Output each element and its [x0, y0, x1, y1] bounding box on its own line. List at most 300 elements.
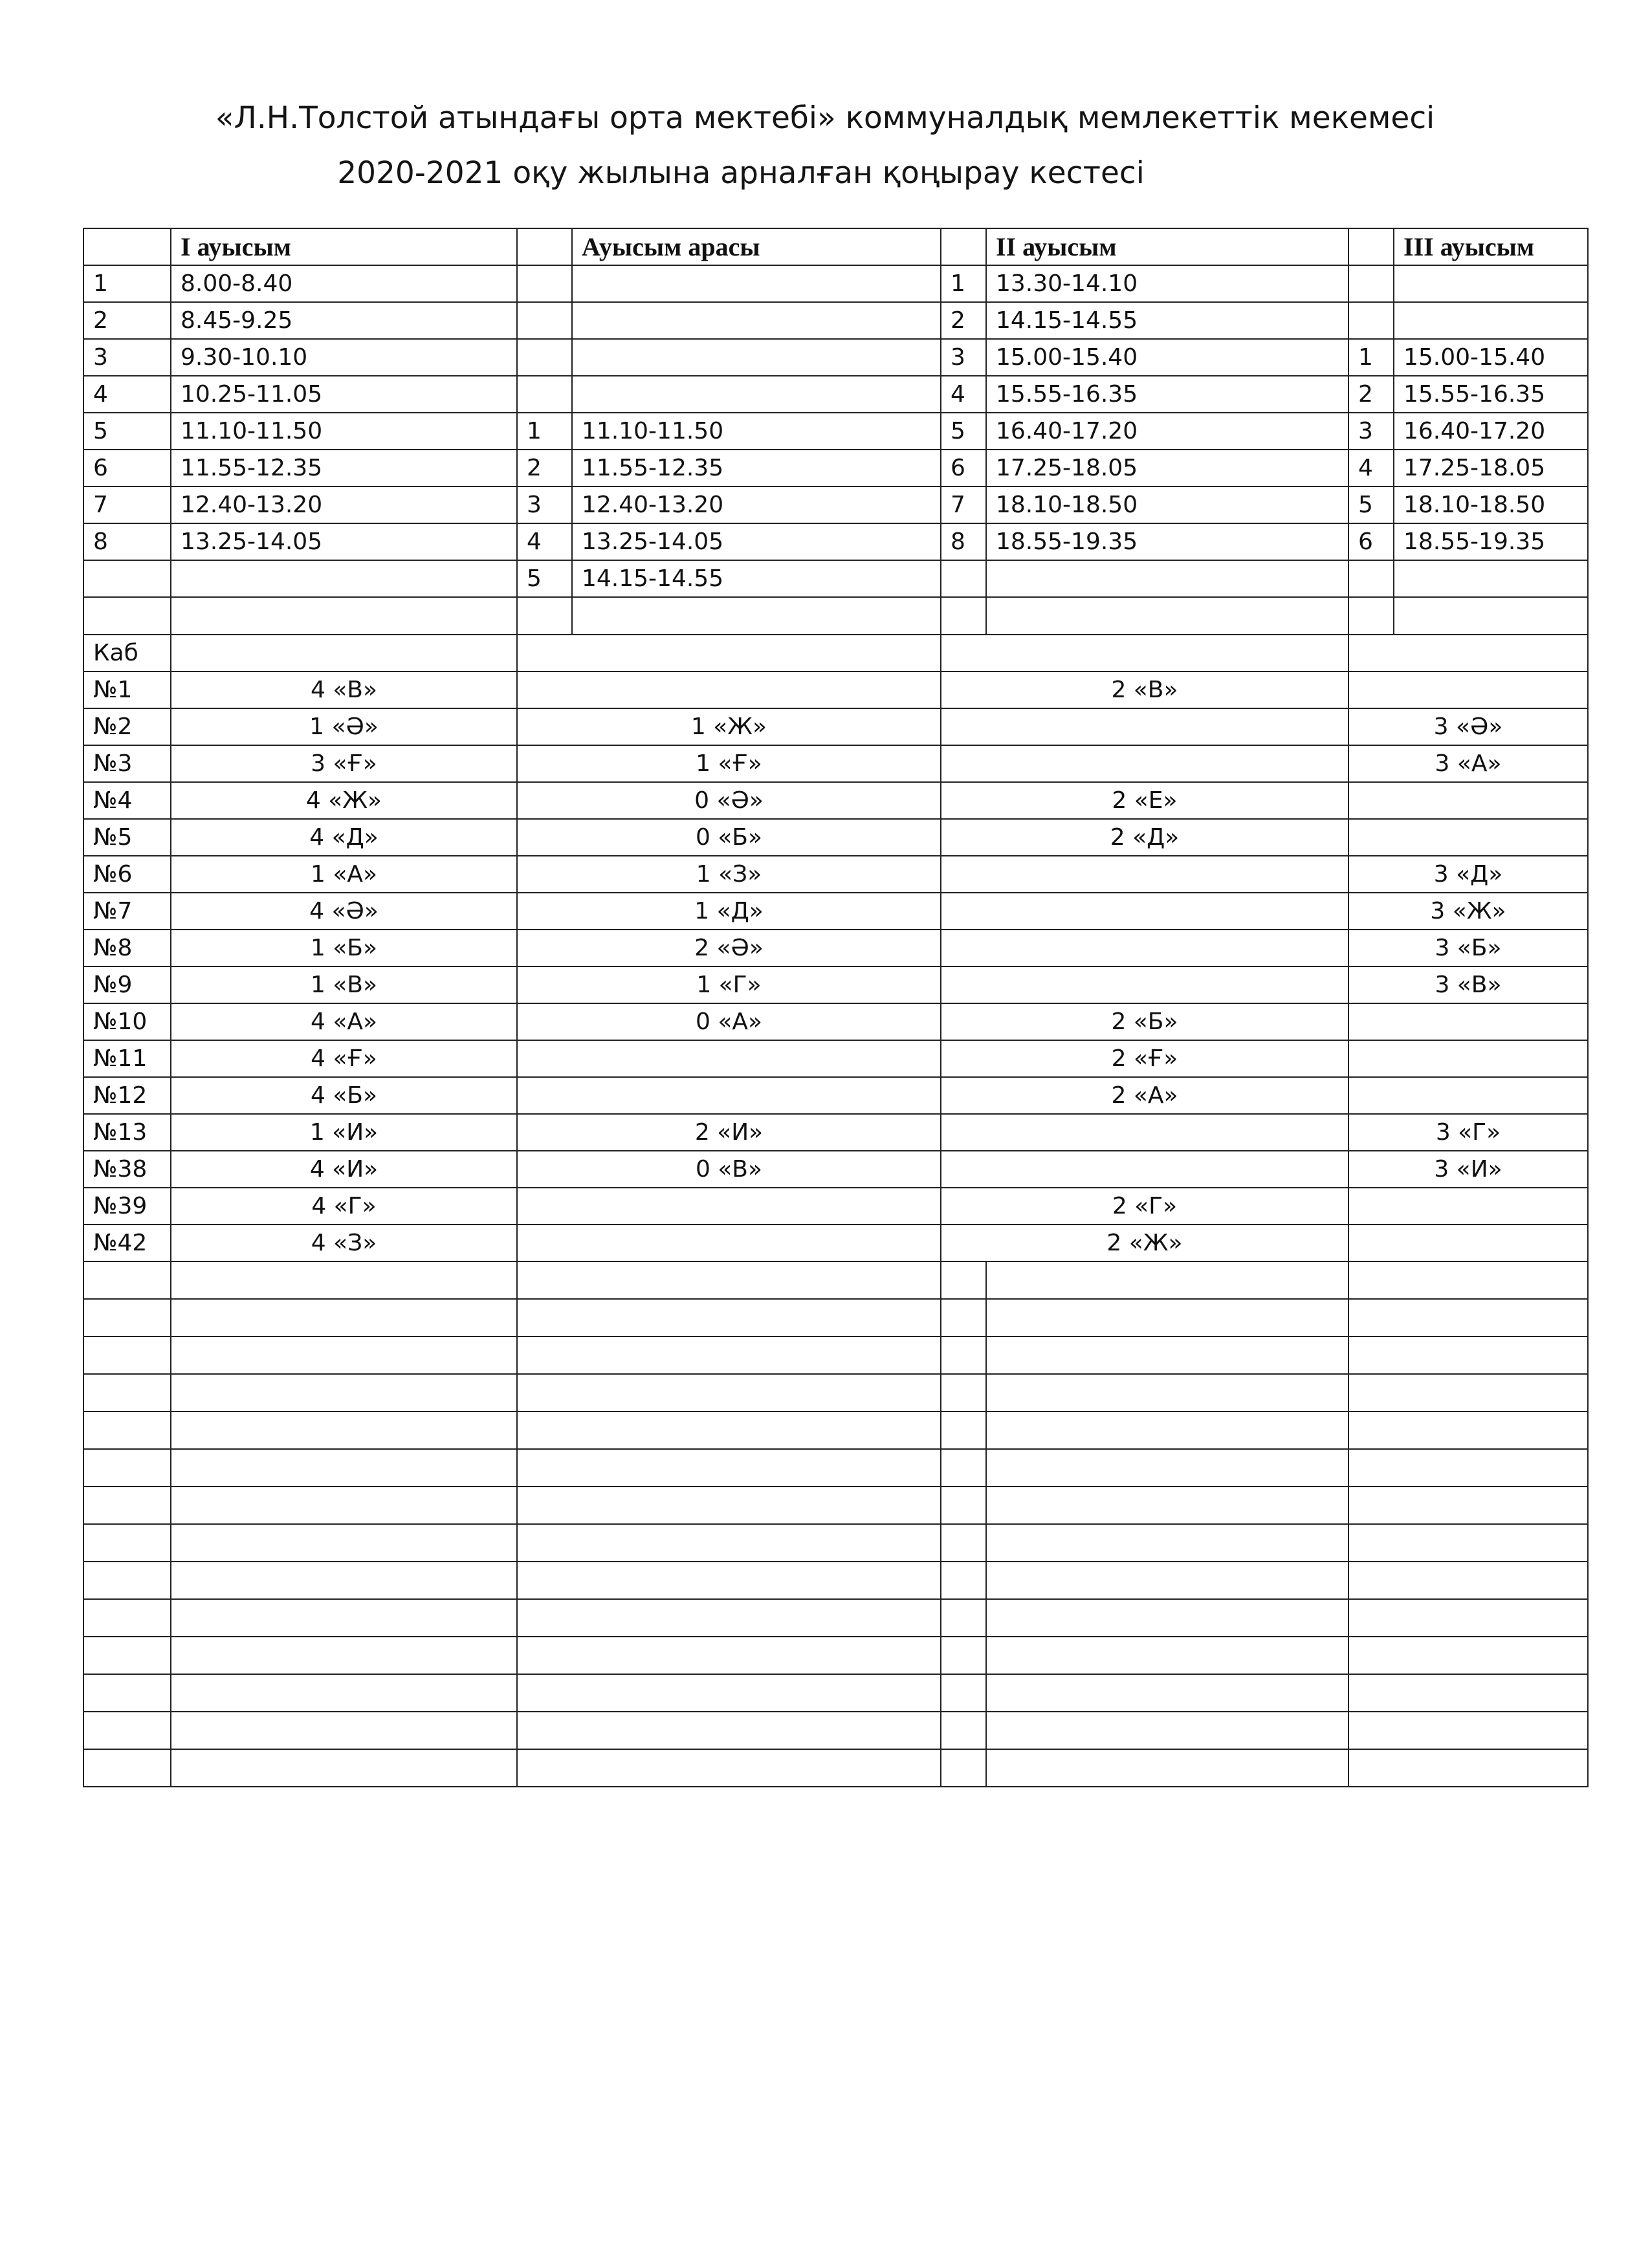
lesson-time-shift-3: 15.00-15.40 — [1394, 339, 1588, 376]
lesson-time-shift-3: 16.40-17.20 — [1394, 413, 1588, 450]
lesson-time-shift-1: 9.30-10.10 — [171, 339, 517, 376]
lesson-number-shift-3: 2 — [1348, 376, 1394, 413]
document-title: «Л.Н.Толстой атындағы орта мектебі» коммуналдық мемлекеттік мекемесі — [215, 100, 1435, 136]
empty-cell — [83, 1374, 171, 1412]
empty-cell — [171, 597, 517, 635]
empty-cell — [83, 1487, 171, 1524]
lesson-time-between: 14.15-14.55 — [572, 560, 941, 597]
lesson-number-between — [517, 265, 572, 302]
lesson-time-between: 11.55-12.35 — [572, 450, 941, 486]
room-class-between: 0 «Ә» — [517, 782, 941, 819]
room-class-shift-3 — [1348, 1188, 1588, 1225]
rooms-header: Каб — [83, 635, 171, 671]
empty-row — [83, 1749, 1588, 1787]
room-class-shift-1: 4 «Ж» — [171, 782, 517, 819]
empty-cell — [517, 1674, 941, 1712]
room-class-between — [517, 1040, 941, 1077]
lesson-time-shift-2: 17.25-18.05 — [986, 450, 1348, 486]
header-shift-1: I ауысым — [171, 228, 517, 265]
room-number: №5 — [83, 819, 171, 856]
empty-cell — [83, 1336, 171, 1374]
schedule-row — [83, 450, 1588, 486]
empty-cell — [941, 1299, 986, 1336]
empty-cell — [1348, 1261, 1588, 1299]
lesson-number-shift-2: 8 — [941, 523, 986, 560]
room-class-shift-3: 3 «И» — [1348, 1151, 1588, 1188]
lesson-number-shift-2: 4 — [941, 376, 986, 413]
empty-cell — [171, 1412, 517, 1449]
header-spacer — [941, 228, 986, 265]
schedule-row — [83, 523, 1588, 560]
room-class-shift-1: 4 «Д» — [171, 819, 517, 856]
room-class-shift-3 — [1348, 782, 1588, 819]
lesson-number-shift-1: 2 — [83, 302, 171, 339]
empty-cell — [171, 1336, 517, 1374]
room-class-shift-1: 4 «Ғ» — [171, 1040, 517, 1077]
room-class-shift-2: 2 «Е» — [941, 782, 1348, 819]
lesson-number-shift-2 — [941, 560, 986, 597]
lesson-time-shift-2: 18.55-19.35 — [986, 523, 1348, 560]
room-row — [83, 893, 1588, 930]
empty-row — [83, 1712, 1588, 1749]
empty-cell — [517, 1637, 941, 1674]
empty-cell — [1348, 1449, 1588, 1487]
empty-row — [83, 1637, 1588, 1674]
room-class-between: 2 «И» — [517, 1114, 941, 1151]
empty-cell — [171, 1712, 517, 1749]
header-shift-2: II ауысым — [986, 228, 1348, 265]
lesson-time-shift-2: 13.30-14.10 — [986, 265, 1348, 302]
rooms-header-row — [83, 635, 1588, 671]
schedule-row — [83, 302, 1588, 339]
lesson-number-between: 4 — [517, 523, 572, 560]
lesson-number-between — [517, 339, 572, 376]
document-subtitle: 2020-2021 оқу жылына арналған қоңырау кестесі — [337, 155, 1145, 191]
empty-cell — [941, 1562, 986, 1599]
lesson-time-shift-2: 15.55-16.35 — [986, 376, 1348, 413]
room-number: №12 — [83, 1077, 171, 1114]
empty-cell — [517, 1524, 941, 1562]
room-class-shift-2 — [941, 1114, 1348, 1151]
empty-cell — [171, 1749, 517, 1787]
lesson-number-shift-3 — [1348, 560, 1394, 597]
room-row — [83, 1003, 1588, 1040]
empty-cell — [171, 1674, 517, 1712]
room-class-shift-2 — [941, 745, 1348, 782]
empty-cell — [83, 1449, 171, 1487]
empty-cell — [83, 1412, 171, 1449]
empty-cell — [986, 1412, 1348, 1449]
empty-cell — [986, 1712, 1348, 1749]
empty-cell — [1394, 597, 1588, 635]
room-row — [83, 819, 1588, 856]
room-number: №10 — [83, 1003, 171, 1040]
empty-cell — [941, 1336, 986, 1374]
lesson-number-shift-2: 2 — [941, 302, 986, 339]
empty-cell — [986, 1524, 1348, 1562]
room-number: №1 — [83, 671, 171, 708]
empty-row — [83, 1336, 1588, 1374]
empty-cell — [986, 1336, 1348, 1374]
lesson-time-shift-2: 14.15-14.55 — [986, 302, 1348, 339]
empty-row — [83, 1487, 1588, 1524]
empty-cell — [986, 597, 1348, 635]
empty-cell — [171, 1637, 517, 1674]
room-class-shift-2: 2 «В» — [941, 671, 1348, 708]
lesson-number-shift-2: 3 — [941, 339, 986, 376]
lesson-number-shift-1: 7 — [83, 486, 171, 523]
room-class-shift-3: 3 «В» — [1348, 966, 1588, 1003]
empty-row — [83, 597, 1588, 635]
lesson-number-shift-3: 4 — [1348, 450, 1394, 486]
empty-cell — [986, 1374, 1348, 1412]
lesson-time-shift-1: 8.00-8.40 — [171, 265, 517, 302]
room-class-shift-3: 3 «Ә» — [1348, 708, 1588, 745]
room-class-shift-1: 1 «В» — [171, 966, 517, 1003]
empty-cell — [1348, 1599, 1588, 1637]
room-class-shift-2: 2 «Ғ» — [941, 1040, 1348, 1077]
room-row — [83, 1114, 1588, 1151]
empty-cell — [941, 1599, 986, 1637]
room-class-shift-1: 1 «Б» — [171, 930, 517, 966]
empty-cell — [83, 1261, 171, 1299]
empty-cell — [83, 1637, 171, 1674]
lesson-time-between: 11.10-11.50 — [572, 413, 941, 450]
lesson-number-shift-2: 7 — [941, 486, 986, 523]
room-row — [83, 708, 1588, 745]
header-between-shifts: Ауысым арасы — [572, 228, 941, 265]
room-class-between: 0 «В» — [517, 1151, 941, 1188]
lesson-time-between — [572, 265, 941, 302]
lesson-time-shift-3: 17.25-18.05 — [1394, 450, 1588, 486]
lesson-number-shift-1: 6 — [83, 450, 171, 486]
room-class-shift-3: 3 «Г» — [1348, 1114, 1588, 1151]
room-class-shift-3 — [1348, 819, 1588, 856]
empty-cell — [1348, 1712, 1588, 1749]
lesson-time-shift-1 — [171, 560, 517, 597]
empty-cell — [941, 1374, 986, 1412]
lesson-number-between: 2 — [517, 450, 572, 486]
empty-cell — [83, 1524, 171, 1562]
lesson-number-shift-1: 3 — [83, 339, 171, 376]
empty-row — [83, 1374, 1588, 1412]
room-class-shift-2: 2 «Б» — [941, 1003, 1348, 1040]
room-class-between: 1 «Г» — [517, 966, 941, 1003]
empty-cell — [941, 1449, 986, 1487]
empty-cell — [83, 1749, 171, 1787]
empty-row — [83, 1562, 1588, 1599]
room-number: №4 — [83, 782, 171, 819]
room-class-shift-1: 4 «И» — [171, 1151, 517, 1188]
empty-cell — [1348, 1674, 1588, 1712]
empty-cell — [517, 1336, 941, 1374]
lesson-number-shift-1 — [83, 560, 171, 597]
room-class-between: 1 «Ж» — [517, 708, 941, 745]
empty-cell — [171, 1374, 517, 1412]
empty-cell — [1348, 1487, 1588, 1524]
lesson-number-shift-2: 1 — [941, 265, 986, 302]
lesson-time-shift-3 — [1394, 560, 1588, 597]
room-class-shift-3: 3 «Ж» — [1348, 893, 1588, 930]
room-number: №38 — [83, 1151, 171, 1188]
empty-cell — [986, 1749, 1348, 1787]
empty-cell — [986, 1261, 1348, 1299]
empty-cell — [1348, 1562, 1588, 1599]
empty-cell — [517, 1412, 941, 1449]
empty-cell — [83, 1674, 171, 1712]
empty-cell — [517, 1599, 941, 1637]
lesson-time-between: 12.40-13.20 — [572, 486, 941, 523]
lesson-number-between: 3 — [517, 486, 572, 523]
room-row — [83, 1151, 1588, 1188]
room-class-shift-2: 2 «Д» — [941, 819, 1348, 856]
empty-cell — [986, 1449, 1348, 1487]
room-class-shift-2 — [941, 856, 1348, 893]
empty-cell — [83, 1562, 171, 1599]
room-class-shift-3 — [1348, 1077, 1588, 1114]
schedule-row — [83, 486, 1588, 523]
room-class-shift-1: 4 «Г» — [171, 1188, 517, 1225]
lesson-time-shift-1: 13.25-14.05 — [171, 523, 517, 560]
empty-cell — [517, 597, 572, 635]
header-shift-3: III ауысым — [1394, 228, 1588, 265]
lesson-time-between — [572, 376, 941, 413]
empty-cell — [941, 1412, 986, 1449]
lesson-number-between: 5 — [517, 560, 572, 597]
room-number: №7 — [83, 893, 171, 930]
room-class-between: 2 «Ә» — [517, 930, 941, 966]
empty-cell — [1348, 1637, 1588, 1674]
empty-cell — [986, 1599, 1348, 1637]
lesson-time-shift-2: 15.00-15.40 — [986, 339, 1348, 376]
lesson-number-between — [517, 302, 572, 339]
room-class-between — [517, 1188, 941, 1225]
lesson-number-shift-1: 1 — [83, 265, 171, 302]
room-number: №42 — [83, 1225, 171, 1261]
empty-cell — [986, 1562, 1348, 1599]
empty-cell — [941, 1674, 986, 1712]
empty-cell — [171, 1524, 517, 1562]
header-spacer — [1348, 228, 1394, 265]
room-row — [83, 856, 1588, 893]
schedule-row — [83, 339, 1588, 376]
room-class-shift-2 — [941, 708, 1348, 745]
empty-cell — [83, 1599, 171, 1637]
empty-cell — [1348, 1299, 1588, 1336]
room-class-between: 1 «Ғ» — [517, 745, 941, 782]
room-class-shift-3 — [1348, 1003, 1588, 1040]
empty-cell — [83, 1712, 171, 1749]
lesson-time-between — [572, 302, 941, 339]
empty-row — [83, 1412, 1588, 1449]
empty-cell — [941, 1524, 986, 1562]
header-spacer — [517, 228, 572, 265]
lesson-number-shift-3: 3 — [1348, 413, 1394, 450]
empty-cell — [941, 1637, 986, 1674]
empty-cell — [83, 597, 171, 635]
header-spacer — [83, 228, 171, 265]
room-class-shift-1: 4 «З» — [171, 1225, 517, 1261]
empty-cell — [941, 597, 986, 635]
room-class-shift-3 — [1348, 1225, 1588, 1261]
empty-cell — [517, 1712, 941, 1749]
lesson-number-shift-3 — [1348, 265, 1394, 302]
lesson-time-shift-3 — [1394, 302, 1588, 339]
empty-cell — [986, 1299, 1348, 1336]
room-row — [83, 1188, 1588, 1225]
lesson-time-shift-1: 11.55-12.35 — [171, 450, 517, 486]
room-class-shift-1: 1 «И» — [171, 1114, 517, 1151]
room-class-shift-2 — [941, 930, 1348, 966]
empty-cell — [517, 1299, 941, 1336]
empty-cell — [941, 1261, 986, 1299]
room-row — [83, 966, 1588, 1003]
room-class-shift-1: 4 «А» — [171, 1003, 517, 1040]
schedule-row — [83, 376, 1588, 413]
empty-row — [83, 1261, 1588, 1299]
empty-cell — [986, 1674, 1348, 1712]
empty-cell — [171, 1449, 517, 1487]
empty-cell — [941, 1487, 986, 1524]
room-class-shift-2: 2 «Ж» — [941, 1225, 1348, 1261]
room-class-shift-1: 4 «Б» — [171, 1077, 517, 1114]
empty-row — [83, 1299, 1588, 1336]
lesson-number-shift-2: 5 — [941, 413, 986, 450]
room-row — [83, 1077, 1588, 1114]
empty-row — [83, 1449, 1588, 1487]
lesson-time-shift-1: 12.40-13.20 — [171, 486, 517, 523]
room-row — [83, 1225, 1588, 1261]
schedule-row — [83, 560, 1588, 597]
empty-cell — [171, 1299, 517, 1336]
empty-cell — [941, 1749, 986, 1787]
room-row — [83, 782, 1588, 819]
room-number: №39 — [83, 1188, 171, 1225]
lesson-number-shift-3: 1 — [1348, 339, 1394, 376]
room-row — [83, 1040, 1588, 1077]
room-class-shift-1: 4 «В» — [171, 671, 517, 708]
lesson-time-between — [572, 339, 941, 376]
lesson-time-shift-2 — [986, 560, 1348, 597]
empty-cell — [517, 635, 941, 671]
schedule-row — [83, 413, 1588, 450]
empty-cell — [1348, 1412, 1588, 1449]
empty-cell — [171, 1562, 517, 1599]
empty-cell — [517, 1261, 941, 1299]
empty-cell — [171, 1599, 517, 1637]
lesson-number-shift-3 — [1348, 302, 1394, 339]
empty-cell — [572, 597, 941, 635]
empty-cell — [1348, 1749, 1588, 1787]
room-class-shift-1: 1 «А» — [171, 856, 517, 893]
room-class-between: 0 «Б» — [517, 819, 941, 856]
room-number: №9 — [83, 966, 171, 1003]
lesson-time-shift-1: 10.25-11.05 — [171, 376, 517, 413]
room-number: №3 — [83, 745, 171, 782]
room-class-shift-3 — [1348, 1040, 1588, 1077]
empty-row — [83, 1524, 1588, 1562]
empty-cell — [517, 1374, 941, 1412]
empty-cell — [1348, 597, 1394, 635]
room-class-shift-1: 1 «Ә» — [171, 708, 517, 745]
empty-cell — [941, 635, 1348, 671]
empty-cell — [171, 635, 517, 671]
room-class-shift-1: 3 «Ғ» — [171, 745, 517, 782]
lesson-time-shift-2: 18.10-18.50 — [986, 486, 1348, 523]
lesson-number-between: 1 — [517, 413, 572, 450]
empty-cell — [517, 1562, 941, 1599]
room-number: №8 — [83, 930, 171, 966]
lesson-number-between — [517, 376, 572, 413]
schedule-row — [83, 265, 1588, 302]
room-number: №2 — [83, 708, 171, 745]
lesson-number-shift-3: 6 — [1348, 523, 1394, 560]
lesson-time-shift-3: 18.10-18.50 — [1394, 486, 1588, 523]
room-number: №13 — [83, 1114, 171, 1151]
room-class-shift-3: 3 «Д» — [1348, 856, 1588, 893]
empty-cell — [941, 1712, 986, 1749]
room-class-between — [517, 1077, 941, 1114]
room-class-shift-3 — [1348, 671, 1588, 708]
lesson-time-shift-2: 16.40-17.20 — [986, 413, 1348, 450]
empty-cell — [986, 1487, 1348, 1524]
empty-cell — [1348, 1524, 1588, 1562]
empty-cell — [1348, 1374, 1588, 1412]
empty-cell — [517, 1449, 941, 1487]
empty-cell — [517, 1749, 941, 1787]
empty-cell — [1348, 635, 1588, 671]
room-class-shift-2: 2 «А» — [941, 1077, 1348, 1114]
room-class-between — [517, 671, 941, 708]
empty-cell — [171, 1261, 517, 1299]
table-header-row — [83, 228, 1588, 265]
room-class-between: 0 «А» — [517, 1003, 941, 1040]
empty-cell — [986, 1637, 1348, 1674]
lesson-number-shift-1: 8 — [83, 523, 171, 560]
room-class-between: 1 «Д» — [517, 893, 941, 930]
empty-cell — [171, 1487, 517, 1524]
empty-cell — [83, 1299, 171, 1336]
room-number: №6 — [83, 856, 171, 893]
room-row — [83, 671, 1588, 708]
room-class-shift-3: 3 «А» — [1348, 745, 1588, 782]
lesson-number-shift-2: 6 — [941, 450, 986, 486]
room-class-shift-1: 4 «Ә» — [171, 893, 517, 930]
room-class-shift-2 — [941, 1151, 1348, 1188]
room-class-between — [517, 1225, 941, 1261]
room-number: №11 — [83, 1040, 171, 1077]
empty-cell — [1348, 1336, 1588, 1374]
empty-row — [83, 1674, 1588, 1712]
room-class-shift-2: 2 «Г» — [941, 1188, 1348, 1225]
lesson-time-shift-3: 18.55-19.35 — [1394, 523, 1588, 560]
lesson-time-shift-3: 15.55-16.35 — [1394, 376, 1588, 413]
lesson-time-between: 13.25-14.05 — [572, 523, 941, 560]
lesson-number-shift-1: 4 — [83, 376, 171, 413]
empty-cell — [517, 1487, 941, 1524]
lesson-time-shift-1: 11.10-11.50 — [171, 413, 517, 450]
room-class-shift-3: 3 «Б» — [1348, 930, 1588, 966]
lesson-number-shift-1: 5 — [83, 413, 171, 450]
room-class-between: 1 «З» — [517, 856, 941, 893]
room-row — [83, 930, 1588, 966]
lesson-time-shift-1: 8.45-9.25 — [171, 302, 517, 339]
lesson-number-shift-3: 5 — [1348, 486, 1394, 523]
room-row — [83, 745, 1588, 782]
room-class-shift-2 — [941, 966, 1348, 1003]
empty-row — [83, 1599, 1588, 1637]
bell-schedule-table — [83, 228, 1589, 1787]
